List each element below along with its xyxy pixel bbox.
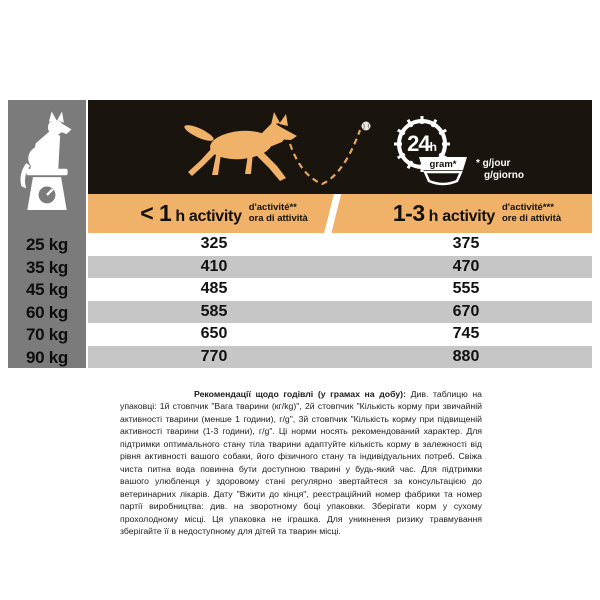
table-row: [88, 301, 592, 324]
low-activity-fr: d'activité**: [248, 202, 297, 213]
weight-90kg: 90 kg: [26, 347, 68, 367]
table-row: [88, 256, 592, 279]
high-activity-it: ore di attività: [502, 212, 562, 224]
table-row: [88, 346, 592, 369]
footnote-lead: Рекомендації щодо годівлі (у грамах на добу):: [194, 389, 406, 399]
amount-high: 375: [452, 235, 480, 252]
column-header-high-activity: [366, 194, 588, 233]
weight-60kg: 60 kg: [26, 302, 68, 322]
dog-on-scale-icon: [17, 108, 77, 220]
weight-45kg: 45 kg: [26, 280, 68, 299]
high-activity-hours: 1-3: [392, 200, 425, 226]
footnote-body: Див. таблицю на упаковці: 1й стовпчик "Вага тварини (кг/kg)", 2й стовпчик "Кількість корму при звичайній активності тварини (менше 1 години), г/g", 3й стовпчик "Кількість корму при підвищеній активності тварини (1-3 години), г/g". Ці норми носять рекомендований характер. Для підтримки оптимального стану тіла тварини адаптуйте кількість корму в залежності від рівня активності вашого собаки, його фізичного стану та індивідуальних потреб. Свіжа чиста питна вода повинна бути доступною тварині у будь-який час. Для підтримки вашого улюбленця у здоровому стані регулярно звертайтеся за консультацією до ветеринарних лікарів. Дату "Вжити до кінця", реєстраційний номер фабрики та номер партії виробництва: див. на зворотному боці упаковки. Зберігати корм у сухому прохолодному місці. Ця упаковка не іграшка. Для уникнення ризику травмування зберігайте її в недоступному для дітей та тварин місці.: [120, 389, 482, 536]
weight-70kg: 70 kg: [26, 325, 68, 344]
unit-g-per-giorno: g/giorno: [484, 169, 524, 181]
low-activity-title: [140, 200, 242, 227]
illustration-banner: [88, 100, 592, 194]
weight-35kg: 35 kg: [26, 257, 68, 277]
column-header-low-activity: [118, 194, 330, 233]
amount-low: 325: [200, 235, 228, 252]
bouncing-ball-icon: [286, 118, 374, 188]
unit-g-per-jour: * g/jour: [476, 158, 511, 169]
high-activity-fr: d'activité***: [502, 202, 554, 213]
clock-unit: h: [429, 140, 437, 154]
amount-low: 585: [200, 302, 228, 320]
units-per-day: [476, 158, 524, 181]
high-activity-text: h activity: [428, 208, 495, 225]
amount-high: 745: [452, 325, 480, 342]
amount-high: 470: [452, 257, 480, 275]
amount-high: 670: [452, 302, 480, 320]
low-activity-it: ora di attività: [248, 212, 308, 224]
low-activity-hours: < 1: [140, 200, 172, 226]
high-activity-translations: [502, 203, 561, 224]
high-activity-title: [393, 200, 495, 227]
clock-hours: 24: [407, 131, 430, 156]
amount-low: 650: [200, 325, 228, 342]
table-row: [88, 233, 592, 256]
table-row: [88, 323, 592, 346]
weight-column: [8, 100, 86, 368]
amount-low: 485: [200, 280, 228, 297]
amount-high: 880: [452, 347, 480, 365]
bowl-gram-icon: [418, 156, 468, 188]
bowl-gram-label: gram*: [429, 159, 457, 170]
amount-high: 555: [452, 280, 480, 297]
amount-low: 770: [200, 347, 228, 365]
activity-header-band: [88, 194, 592, 233]
table-row: [88, 278, 592, 301]
low-activity-text: h activity: [175, 208, 242, 225]
weight-25kg: 25 kg: [26, 235, 68, 254]
feeding-recommendations-text: [120, 388, 482, 537]
feeding-table: [88, 233, 592, 368]
low-activity-translations: [249, 203, 308, 224]
amount-low: 410: [200, 257, 228, 275]
